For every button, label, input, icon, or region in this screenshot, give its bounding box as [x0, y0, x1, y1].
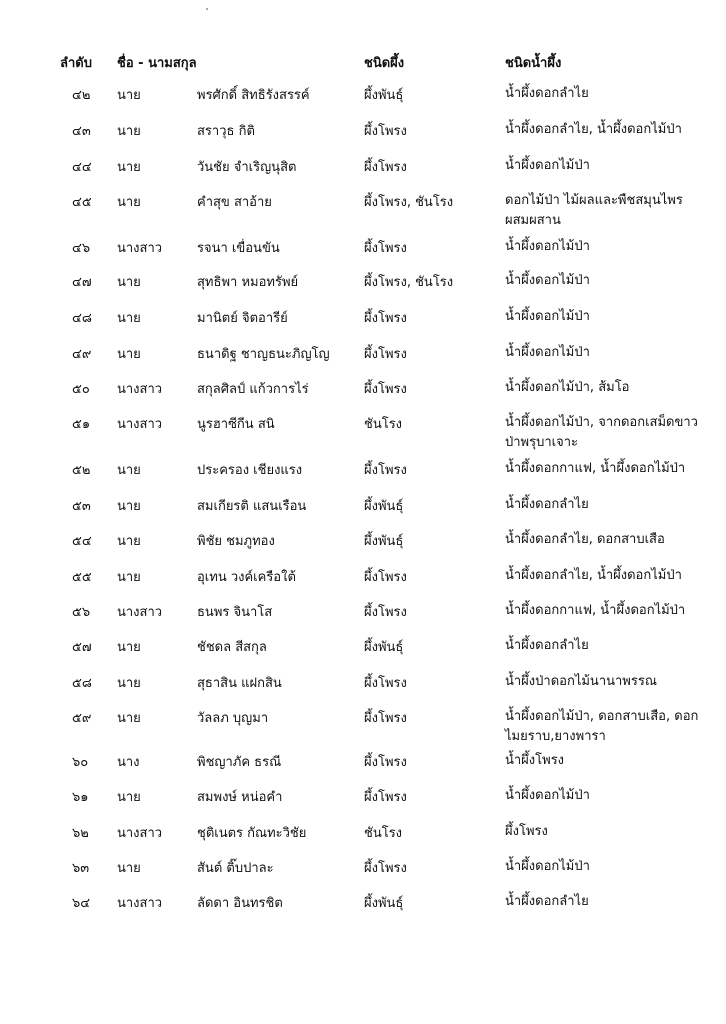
header-name: ชื่อ - นามสกุล — [117, 56, 197, 71]
row-name: สันต์ ติ๊บปาละ — [197, 861, 274, 876]
row-number: ๔๗ — [72, 275, 92, 290]
row-bee-type: ผึ้งโพรง, ชันโรง — [364, 275, 454, 290]
table-row — [0, 343, 726, 383]
row-number: ๔๓ — [72, 124, 91, 139]
row-title: นาย — [117, 347, 141, 362]
row-honey-type: น้ำผึ้งดอกไม้ป่า — [505, 859, 590, 874]
row-name: สราวุธ กิติ — [197, 124, 255, 139]
row-name: มานิตย์ จิตอารีย์ — [197, 311, 288, 326]
table-row — [0, 751, 726, 791]
row-bee-type: ผึ้งโพรง — [364, 382, 407, 397]
row-bee-type: ผึ้งโพรง — [364, 463, 407, 478]
row-number: ๕๗ — [72, 640, 92, 655]
row-name: พรศักดิ์ สิทธิรังสรรค์ — [197, 88, 310, 103]
row-honey-type: น้ำผึ้งดอกลำไย — [505, 86, 589, 101]
row-honey-type: น้ำผึ้งดอกลำไย, ดอกสาบเสือ — [505, 532, 665, 547]
row-honey-type: น้ำผึ้งดอกไม้ป่า, จากดอกเสม็ดขาวป่าพรุบาเจาะ — [505, 415, 698, 450]
row-honey-type: น้ำผึ้งดอกลำไย, น้ำผึ้งดอกไม้ป่า — [505, 568, 682, 583]
row-name: วันชัย จำเริญนุสิต — [197, 160, 297, 175]
row-honey-type: น้ำผึ้งดอกไม้ป่า — [505, 239, 590, 254]
row-title: นางสาว — [117, 605, 163, 620]
row-name: ลัดดา อินทรชิต — [197, 896, 283, 911]
row-title: นาย — [117, 88, 141, 103]
table-row — [0, 413, 726, 453]
row-number: ๕๙ — [72, 711, 92, 726]
row-number: ๕๖ — [72, 605, 91, 620]
table-row — [0, 120, 726, 160]
table-row — [0, 378, 726, 418]
row-title: นาย — [117, 640, 141, 655]
row-honey-type: น้ำผึ้งดอกไม้ป่า, ส้มโอ — [505, 380, 630, 395]
table-row — [0, 636, 726, 676]
row-name: ชัชดล สีสกุล — [197, 640, 267, 655]
row-bee-type: ผึ้งโพรง — [364, 241, 407, 256]
table-row — [0, 191, 726, 231]
row-number: ๖๔ — [72, 896, 91, 911]
row-honey-type: ดอกไม้ป่า ไม้ผลและพืชสมุนไพร ผสมผสาน — [505, 193, 683, 228]
row-name: พิชัย ชมภูทอง — [197, 534, 275, 549]
row-number: ๕๓ — [72, 499, 91, 514]
row-title: นาย — [117, 463, 141, 478]
row-honey-type: น้ำผึ้งดอกลำไย, น้ำผึ้งดอกไม้ป่า — [505, 122, 682, 137]
row-title: นาย — [117, 534, 141, 549]
row-honey-type: น้ำผึ้งดอกไม้ป่า — [505, 273, 590, 288]
row-honey-type: ผึ้งโพรง — [505, 824, 548, 839]
scan-speck — [206, 8, 208, 10]
row-honey-type: น้ำผึ้งดอกลำไย — [505, 497, 589, 512]
table-row — [0, 530, 726, 570]
row-bee-type: ผึ้งโพรง — [364, 347, 407, 362]
row-title: นาง — [117, 755, 140, 770]
row-title: นาย — [117, 311, 141, 326]
row-number: ๔๘ — [72, 311, 92, 326]
row-name: คำสุข สาอ้าย — [197, 195, 272, 210]
row-name: สกุลศิลป์ แก้วการไร่ — [197, 382, 309, 397]
row-name: รจนา เขื่อนขัน — [197, 241, 280, 256]
row-name: ประครอง เชียงแรง — [197, 463, 303, 478]
row-name: ธนพร จินาโส — [197, 605, 273, 620]
row-title: นางสาว — [117, 896, 163, 911]
row-bee-type: ผึ้งโพรง — [364, 861, 407, 876]
row-bee-type: ผึ้งพันธุ์ — [364, 640, 404, 655]
row-title: นางสาว — [117, 241, 163, 256]
table-row — [0, 84, 726, 124]
table-row — [0, 271, 726, 311]
row-name: พิชญาภัค ธรณี — [197, 755, 282, 770]
row-honey-type: น้ำผึ้งดอกไม้ป่า — [505, 788, 590, 803]
row-number: ๕๘ — [72, 676, 92, 691]
row-number: ๔๖ — [72, 241, 91, 256]
row-number: ๕๔ — [72, 534, 92, 549]
row-honey-type: น้ำผึ้งดอกกาแฟ, น้ำผึ้งดอกไม้ป่า — [505, 461, 686, 476]
row-name: สุธาสิน แฝกสิน — [197, 676, 282, 691]
row-honey-type: น้ำผึ้งโพรง — [505, 753, 565, 768]
row-number: ๕๑ — [72, 417, 91, 432]
table-row — [0, 786, 726, 826]
row-title: นางสาว — [117, 417, 163, 432]
row-title: นาย — [117, 790, 141, 805]
row-honey-type: น้ำผึ้งดอกลำไย — [505, 894, 589, 909]
row-bee-type: ผึ้งพันธุ์ — [364, 499, 404, 514]
row-bee-type: ชันโรง — [364, 417, 403, 432]
row-name: สมเกียรติ แสนเรือน — [197, 499, 307, 514]
header-bee-type: ชนิดผึ้ง — [364, 56, 405, 71]
row-name: สมพงษ์ หน่อคำ — [197, 790, 283, 805]
row-bee-type: ผึ้งโพรง — [364, 755, 407, 770]
row-title: นาย — [117, 124, 141, 139]
row-bee-type: ผึ้งโพรง — [364, 160, 407, 175]
row-name: วัลลภ บุญมา — [197, 711, 269, 726]
row-title: นาย — [117, 499, 141, 514]
table-row — [0, 707, 726, 747]
table-row — [0, 822, 726, 862]
row-name: ธนาดิฐ ชาญธนะภิญโญ — [197, 347, 330, 362]
row-bee-type: ผึ้งพันธุ์ — [364, 88, 404, 103]
row-number: ๖๑ — [72, 790, 89, 805]
row-bee-type: ผึ้งโพรง — [364, 124, 407, 139]
row-title: นาย — [117, 195, 141, 210]
row-bee-type: ผึ้งพันธุ์ — [364, 534, 404, 549]
table-row — [0, 566, 726, 606]
table-row — [0, 307, 726, 347]
row-honey-type: น้ำผึ้งดอกลำไย — [505, 638, 589, 653]
row-number: ๔๒ — [72, 88, 91, 103]
row-honey-type: น้ำผึ้งดอกกาแฟ, น้ำผึ้งดอกไม้ป่า — [505, 603, 686, 618]
row-title: นาย — [117, 711, 141, 726]
row-honey-type: น้ำผึ้งดอกไม้ป่า — [505, 158, 590, 173]
row-bee-type: ผึ้งพันธุ์ — [364, 896, 404, 911]
row-title: นาย — [117, 676, 141, 691]
row-title: นาย — [117, 160, 141, 175]
table-row — [0, 459, 726, 499]
row-bee-type: ผึ้งโพรง — [364, 676, 407, 691]
table-row — [0, 601, 726, 641]
row-bee-type: ผึ้งโพรง — [364, 570, 407, 585]
row-number: ๖๐ — [72, 755, 89, 770]
header-order: ลำดับ — [60, 56, 92, 71]
row-bee-type: ชันโรง — [364, 826, 403, 841]
row-bee-type: ผึ้งโพรง — [364, 311, 407, 326]
row-name: สุทธิพา หมอทรัพย์ — [197, 275, 299, 290]
row-number: ๕๒ — [72, 463, 91, 478]
row-honey-type: น้ำผึ้งดอกไม้ป่า, ดอกสาบเสือ, ดอกไมยราบ,ยางพารา — [505, 709, 699, 744]
row-number: ๔๔ — [72, 160, 92, 175]
row-name: นูรฮาซีกีน สนิ — [197, 417, 275, 432]
row-honey-type: น้ำผึ้งป่าดอกไม้นานาพรรณ — [505, 674, 657, 689]
row-number: ๕๐ — [72, 382, 90, 397]
table-row — [0, 156, 726, 196]
row-bee-type: ผึ้งโพรง — [364, 790, 407, 805]
row-honey-type: น้ำผึ้งดอกไม้ป่า — [505, 309, 590, 324]
table-row — [0, 892, 726, 932]
row-bee-type: ผึ้งโพรง — [364, 605, 407, 620]
table-row — [0, 495, 726, 535]
row-bee-type: ผึ้งโพรง — [364, 711, 407, 726]
row-honey-type: น้ำผึ้งดอกไม้ป่า — [505, 345, 590, 360]
row-number: ๖๓ — [72, 861, 90, 876]
row-title: นางสาว — [117, 382, 163, 397]
row-bee-type: ผึ้งโพรง, ชันโรง — [364, 195, 454, 210]
table-row — [0, 672, 726, 712]
row-number: ๖๒ — [72, 826, 89, 841]
row-title: นางสาว — [117, 826, 163, 841]
row-title: นาย — [117, 275, 141, 290]
row-title: นาย — [117, 570, 141, 585]
header-honey-type: ชนิดน้ำผึ้ง — [505, 56, 562, 71]
row-name: ชุติเนตร กัณทะวิชัย — [197, 826, 307, 841]
row-title: นาย — [117, 861, 141, 876]
row-number: ๕๕ — [72, 570, 92, 585]
row-number: ๔๕ — [72, 195, 92, 210]
row-name: อุเทน วงค์เครือใต้ — [197, 570, 296, 585]
table-row — [0, 857, 726, 897]
row-number: ๔๙ — [72, 347, 92, 362]
